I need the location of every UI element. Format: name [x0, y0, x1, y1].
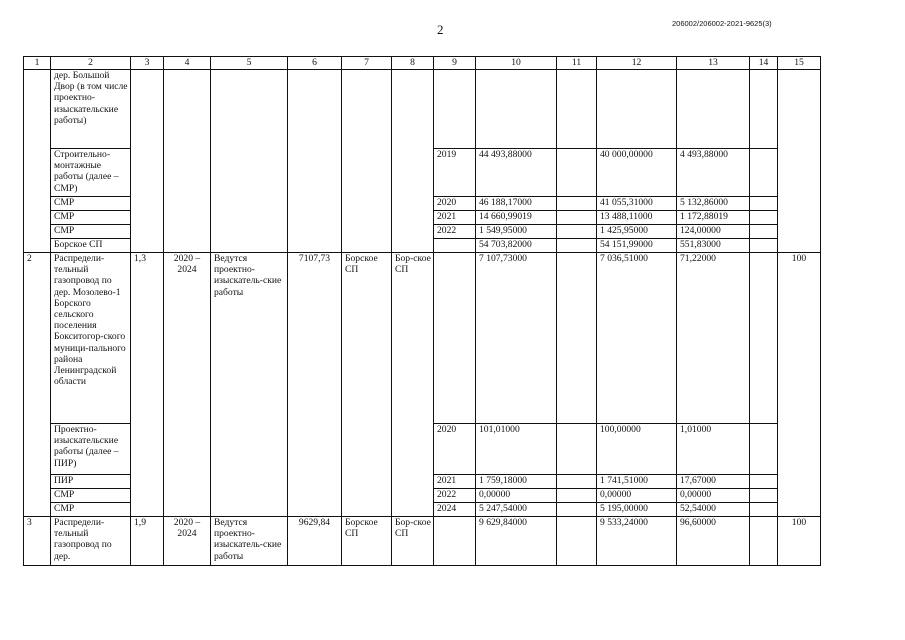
header-cell: 1 — [24, 57, 51, 70]
total-cell — [476, 70, 557, 149]
object-name-cell: СМР — [51, 503, 131, 517]
local-cell: 1,01000 — [677, 424, 750, 475]
regional-cell: 100,00000 — [597, 424, 677, 475]
other-cell — [750, 197, 778, 211]
length-cell — [131, 70, 164, 253]
object-name-cell: Строительно-монтажные работы (далее – СМР) — [51, 149, 131, 197]
other-cell — [750, 475, 778, 489]
regional-cell: 40 000,00000 — [597, 149, 677, 197]
owner-cell: Бор-ское СП — [392, 253, 434, 517]
regional-cell: 41 055,31000 — [597, 197, 677, 211]
percent-cell: 100 — [778, 517, 821, 566]
total-cell: 44 493,88000 — [476, 149, 557, 197]
length-cell: 1,9 — [131, 517, 164, 566]
year-cell: 2022 — [434, 225, 476, 239]
other-cell — [750, 503, 778, 517]
total-cell: 0,00000 — [476, 489, 557, 503]
year-cell: 2021 — [434, 211, 476, 225]
total-cell: 101,01000 — [476, 424, 557, 475]
year-cell — [434, 70, 476, 149]
header-cell: 15 — [778, 57, 821, 70]
regional-cell: 7 036,51000 — [597, 253, 677, 424]
page-number: 2 — [437, 22, 444, 37]
local-cell: 52,54000 — [677, 503, 750, 517]
local-cell: 124,00000 — [677, 225, 750, 239]
cost-cell — [288, 70, 342, 253]
federal-cell — [557, 489, 597, 503]
federal-cell — [557, 475, 597, 489]
year-cell: 2019 — [434, 149, 476, 197]
regional-cell: 1 741,51000 — [597, 475, 677, 489]
header-cell: 10 — [476, 57, 557, 70]
header-cell: 11 — [557, 57, 597, 70]
regional-cell — [597, 70, 677, 149]
regional-cell: 5 195,00000 — [597, 503, 677, 517]
regional-cell: 1 425,95000 — [597, 225, 677, 239]
total-cell: 14 660,99019 — [476, 211, 557, 225]
period-cell — [164, 70, 211, 253]
customer-cell: Борское СП — [342, 253, 392, 517]
header-cell: 14 — [750, 57, 778, 70]
object-name-cell: дер. Большой Двор (в том числе проектно-изыскательские работы) — [51, 70, 131, 149]
table-row — [24, 253, 821, 424]
local-cell: 1 172,88019 — [677, 211, 750, 225]
owner-cell: Бор-ское СП — [392, 517, 434, 566]
federal-cell — [557, 503, 597, 517]
other-cell — [750, 239, 778, 253]
table-row — [24, 517, 821, 566]
local-cell: 71,22000 — [677, 253, 750, 424]
document-code: 206002/206002-2021-9625(3) — [672, 19, 772, 28]
year-cell: 2020 — [434, 197, 476, 211]
cost-cell: 7107,73 — [288, 253, 342, 517]
total-cell: 46 188,17000 — [476, 197, 557, 211]
federal-cell — [557, 253, 597, 424]
header-row — [24, 57, 821, 70]
object-name-cell: ПИР — [51, 475, 131, 489]
other-cell — [750, 70, 778, 149]
header-cell: 4 — [164, 57, 211, 70]
table-row — [24, 70, 821, 149]
total-cell: 5 247,54000 — [476, 503, 557, 517]
federal-cell — [557, 424, 597, 475]
object-name-cell: Борское СП — [51, 239, 131, 253]
total-cell: 1 759,18000 — [476, 475, 557, 489]
other-cell — [750, 517, 778, 566]
other-cell — [750, 253, 778, 424]
status-cell — [211, 70, 288, 253]
federal-cell — [557, 211, 597, 225]
regional-cell: 13 488,11000 — [597, 211, 677, 225]
customer-cell: Борское СП — [342, 517, 392, 566]
local-cell: 4 493,88000 — [677, 149, 750, 197]
other-cell — [750, 424, 778, 475]
header-cell: 12 — [597, 57, 677, 70]
other-cell — [750, 225, 778, 239]
local-cell: 551,83000 — [677, 239, 750, 253]
percent-cell: 100 — [778, 253, 821, 517]
federal-cell — [557, 239, 597, 253]
header-cell: 8 — [392, 57, 434, 70]
object-name-cell: Проектно-изыскательские работы (далее – ПИР) — [51, 424, 131, 475]
investment-table — [23, 56, 821, 566]
item-number-cell: 2 — [24, 253, 51, 517]
year-cell: 2022 — [434, 489, 476, 503]
total-cell: 7 107,73000 — [476, 253, 557, 424]
percent-cell — [778, 70, 821, 253]
object-name-cell: СМР — [51, 489, 131, 503]
local-cell: 5 132,86000 — [677, 197, 750, 211]
federal-cell — [557, 197, 597, 211]
object-name-cell: Распредели-тельный газопровод по дер. — [51, 517, 131, 566]
object-name-cell: СМР — [51, 211, 131, 225]
local-cell: 96,60000 — [677, 517, 750, 566]
header-cell: 2 — [51, 57, 131, 70]
header-cell: 3 — [131, 57, 164, 70]
object-name-cell: СМР — [51, 197, 131, 211]
period-cell: 2020 – 2024 — [164, 517, 211, 566]
header-cell: 6 — [288, 57, 342, 70]
length-cell: 1,3 — [131, 253, 164, 517]
total-cell: 9 629,84000 — [476, 517, 557, 566]
item-number-cell: 3 — [24, 517, 51, 566]
regional-cell: 54 151,99000 — [597, 239, 677, 253]
other-cell — [750, 149, 778, 197]
object-name-cell: СМР — [51, 225, 131, 239]
other-cell — [750, 211, 778, 225]
item-number-cell — [24, 70, 51, 253]
period-cell: 2020 – 2024 — [164, 253, 211, 517]
year-cell: 2024 — [434, 503, 476, 517]
local-cell: 17,67000 — [677, 475, 750, 489]
federal-cell — [557, 70, 597, 149]
year-cell: 2021 — [434, 475, 476, 489]
status-cell: Ведутся проектно-изыскатель-ские работы — [211, 253, 288, 517]
year-cell — [434, 239, 476, 253]
year-cell: 2020 — [434, 424, 476, 475]
object-name-cell: Распредели-тельный газопровод по дер. Мозолево-1 Борского сельского поселения Бокситогор-ского муници-пального района Ленинградской области — [51, 253, 131, 424]
total-cell: 54 703,82000 — [476, 239, 557, 253]
year-cell — [434, 253, 476, 424]
federal-cell — [557, 149, 597, 197]
cost-cell: 9629,84 — [288, 517, 342, 566]
status-cell: Ведутся проектно-изыскатель-ские работы — [211, 517, 288, 566]
federal-cell — [557, 225, 597, 239]
total-cell: 1 549,95000 — [476, 225, 557, 239]
header-cell: 5 — [211, 57, 288, 70]
header-cell: 9 — [434, 57, 476, 70]
local-cell: 0,00000 — [677, 489, 750, 503]
header-cell: 7 — [342, 57, 392, 70]
customer-cell — [342, 70, 392, 253]
regional-cell: 0,00000 — [597, 489, 677, 503]
header-cell: 13 — [677, 57, 750, 70]
regional-cell: 9 533,24000 — [597, 517, 677, 566]
owner-cell — [392, 70, 434, 253]
other-cell — [750, 489, 778, 503]
local-cell — [677, 70, 750, 149]
federal-cell — [557, 517, 597, 566]
year-cell — [434, 517, 476, 566]
